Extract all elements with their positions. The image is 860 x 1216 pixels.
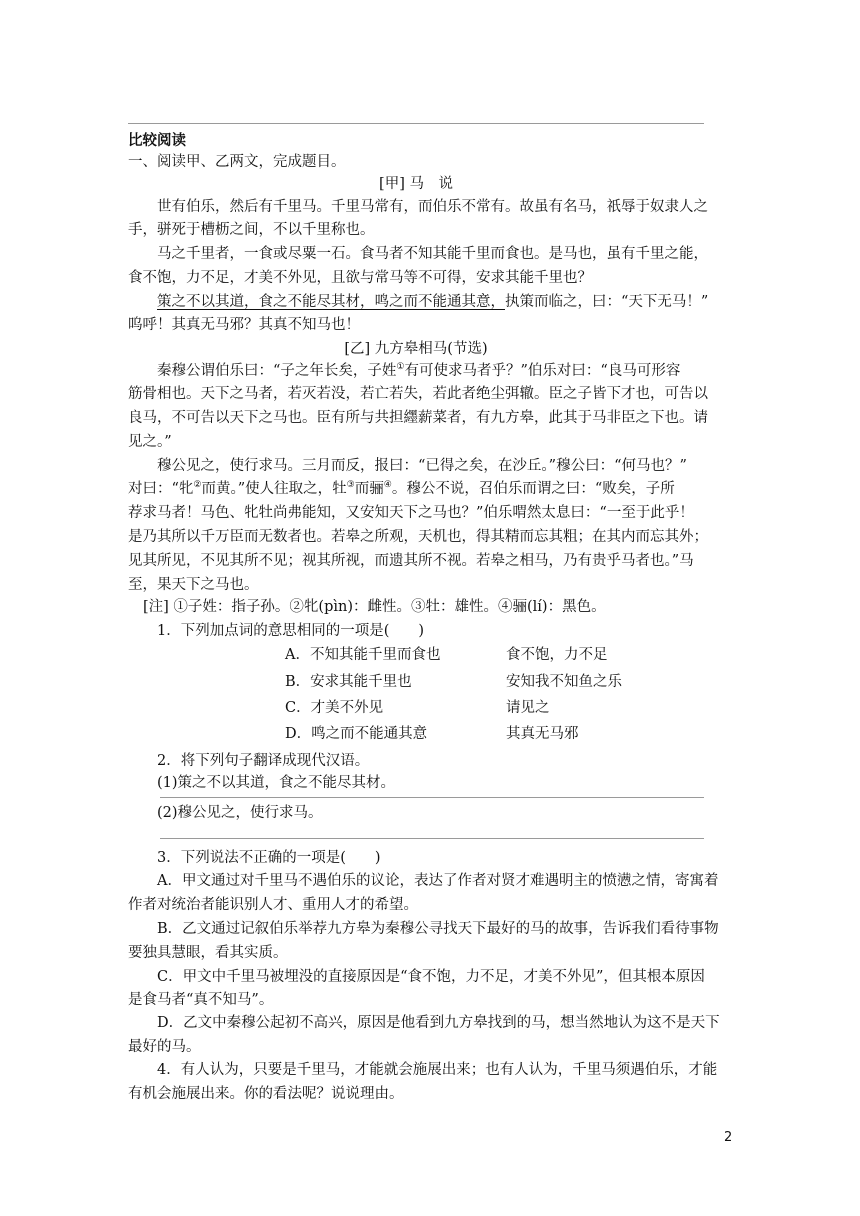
page-number: 2 — [724, 1130, 733, 1145]
text-b-line: 见其所见，不见其所不见；视其所视，而遗其所不视。若皋之相马，乃有贵乎马者也。”马 — [128, 553, 694, 569]
text-b-line: 见之。” — [128, 434, 172, 450]
q4-stem: 4．有人认为，只要是千里马，才能就会施展出来；也有人认为，千里马须遇伯乐，才能 — [157, 1062, 718, 1078]
footnote-marker: ④ — [383, 480, 392, 490]
section-title: 比较阅读 — [128, 133, 186, 149]
text-b-line: 至，果天下之马也。 — [128, 577, 259, 593]
q1-stem: 1．下列加点词的意思相同的一项是( ) — [157, 623, 425, 639]
q3-option-a: A．甲文通过对千里马不遇伯乐的议论，表达了作者对贤才难遇明主的愤懑之情，寄寓着 — [157, 873, 719, 889]
q3-option-c: C．甲文中千里马被埋没的直接原因是“食不饱，力不足，才美不外见”，但其根本原因 — [157, 969, 705, 985]
text-b-segment: 秦穆公谓伯乐曰：“子之年长矣，子姓 — [157, 363, 397, 379]
text-b-line: 是乃其所以千万臣而无数者也。若皋之所观，天机也，得其精而忘其粗；在其内而忘其外； — [128, 529, 708, 545]
option-left: A．不知其能千里而食也 — [285, 647, 441, 663]
footnote-marker: ① — [396, 362, 405, 372]
q2-sentence-2: (2)穆公见之，使行求马。 — [157, 805, 323, 821]
text-b-line: 筋骨相也。天下之马者，若灭若没，若亡若失，若此者绝尘弭辙。臣之子皆下才也，可告以 — [128, 386, 708, 402]
text-b-line: 穆公见之，使行求马。三月而反，报曰：“已得之矣，在沙丘。”穆公曰：“何马也？” — [157, 458, 687, 474]
underlined-sentence: 策之不以其道，食之不能尽其材，鸣之而不能通其意， — [157, 294, 505, 310]
annotation-notes: [注] ①子姓：指子孙。②牝(pìn)：雌性。③牡：雄性。④骊(lí)：黑色。 — [143, 599, 606, 615]
top-rule — [128, 123, 704, 124]
option-right: 其真无马邪 — [506, 726, 579, 742]
q3-option-d-cont: 最好的马。 — [128, 1039, 201, 1055]
footnote-marker: ② — [193, 480, 202, 490]
text-b-segment: 而黄。”使人往取之，牡 — [201, 481, 347, 497]
text-b-segment: 而骊 — [354, 481, 384, 497]
option-left: B．安求其能千里也 — [285, 674, 412, 690]
option-left: C．才美不外见 — [285, 700, 384, 716]
option-right: 安知我不知鱼之乐 — [506, 674, 622, 690]
text-b-segment: 有可使求马者乎？”伯乐对曰：“良马可形容 — [404, 363, 681, 379]
q4-stem-cont: 有机会施展出来。你的看法呢？说说理由。 — [128, 1086, 404, 1102]
text-a-sentence: 执策而临之，曰：“天下无马！” — [505, 294, 709, 310]
text-a-line — [157, 292, 709, 312]
q3-option-d: D．乙文中秦穆公起初不高兴，原因是他看到九方皋找到的马，想当然地认为这不是天下 — [157, 1015, 720, 1031]
instruction: 一、阅读甲、乙两文，完成题目。 — [128, 154, 346, 170]
q3-option-b-cont: 要独具慧眼，看其实质。 — [128, 945, 288, 961]
footnote-marker: ③ — [346, 480, 355, 490]
text-a-line: 手，骈死于槽枥之间，不以千里称也。 — [128, 222, 375, 238]
text-a-title: [甲] 马 说 — [379, 176, 453, 192]
text-b-segment: 对曰：“牝 — [128, 481, 194, 497]
q2-stem: 2．将下列句子翻译成现代汉语。 — [157, 753, 370, 769]
text-b-line: 良马，不可告以天下之马也。臣有所与共担纆薪菜者，有九方皋，此其于马非臣之下也。请 — [128, 410, 708, 426]
q3-option-b: B．乙文通过记叙伯乐举荐九方皋为秦穆公寻找天下最好的马的故事，告诉我们看待事物 — [157, 921, 719, 937]
text-b-title: [乙] 九方皋相马(节选) — [344, 341, 488, 357]
text-b-segment: 。穆公不说，召伯乐而谓之曰：“败矣，子所 — [391, 481, 675, 497]
text-a-line: 食不饱，力不足，才美不外见，且欲与常马等不可得，安求其能千里也？ — [128, 270, 592, 286]
answer-line[interactable] — [160, 838, 704, 839]
text-a-line: 世有伯乐，然后有千里马。千里马常有，而伯乐不常有。故虽有名马，祇辱于奴隶人之 — [157, 199, 708, 215]
answer-line[interactable] — [160, 797, 704, 798]
text-b-line — [157, 361, 704, 381]
option-left: D．鸣之而不能通其意 — [285, 726, 428, 742]
option-right: 请见之 — [506, 700, 550, 716]
q3-option-a-cont: 作者对统治者能识别人才、重用人才的希望。 — [128, 897, 418, 913]
text-a-line: 呜呼！其真无马邪？其真不知马也！ — [128, 317, 360, 333]
text-b-line — [128, 479, 704, 499]
q3-stem: 3．下列说法不正确的一项是( ) — [157, 850, 381, 866]
text-a-line: 马之千里者，一食或尽粟一石。食马者不知其能千里而食也。是马也，虽有千里之能， — [157, 246, 708, 262]
text-b-line: 荐求马者！马色、牝牡尚弗能知，又安知天下之马也？”伯乐喟然太息曰：“一至于此乎！ — [128, 505, 694, 521]
option-right: 食不饱，力不足 — [506, 647, 608, 663]
q2-sentence-1: (1)策之不以其道，食之不能尽其材。 — [157, 775, 396, 791]
q3-option-c-cont: 是食马者“真不知马”。 — [128, 992, 274, 1008]
